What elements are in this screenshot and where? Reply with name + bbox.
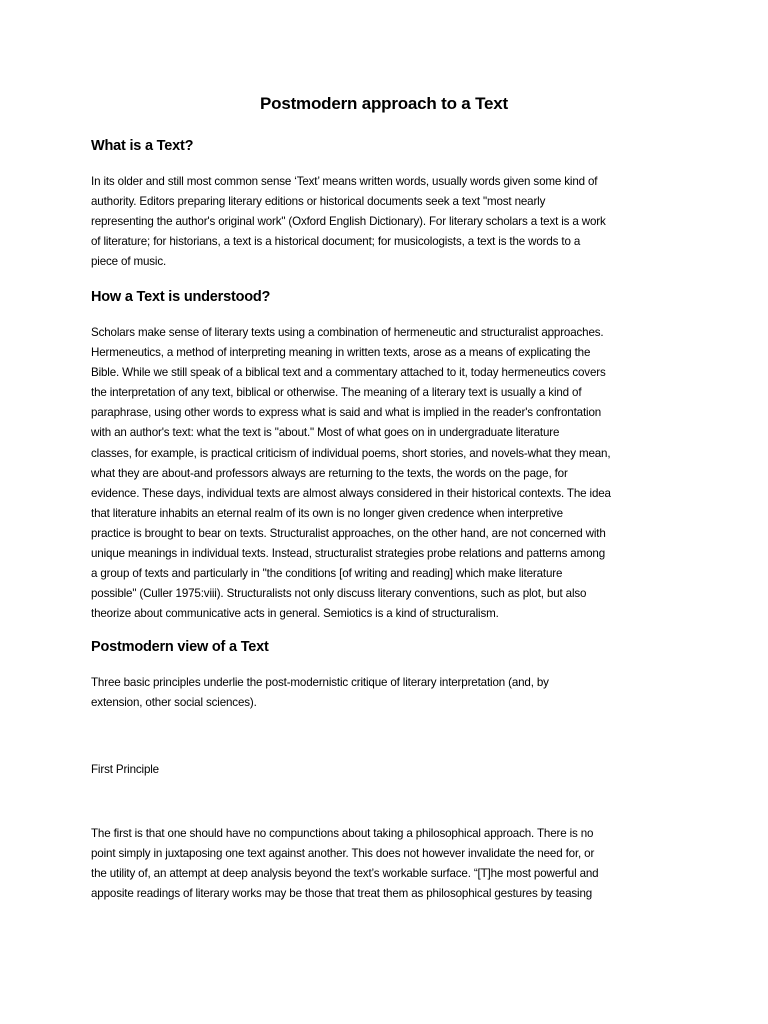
first-principle-paragraph [91, 824, 691, 904]
paragraph-line: representing the author's original work" (Oxford English Dictionary). For literary scholars a text is a work [91, 215, 606, 229]
section-paragraph-postmodern-view [91, 673, 691, 713]
paragraph-line: a group of texts and particularly in "the conditions [of writing and reading] which make literature [91, 567, 563, 581]
paragraph-line: possible" (Culler 1975:viii). Structuralists not only discuss literary conventions, such as plot, but also [91, 587, 587, 601]
paragraph-line: the interpretation of any text, biblical or otherwise. The meaning of a literary text is usually a kind of [91, 386, 582, 400]
first-principle-label: First Principle [91, 763, 159, 776]
paragraph-line: that literature inhabits an eternal realm of its own is no longer given credence when interpretive [91, 506, 563, 520]
paragraph-line: of literature; for historians, a text is a historical document; for musicologists, a text is the words to a [91, 235, 581, 249]
paragraph-line: with an author's text: what the text is "about." Most of what goes on in undergraduate literature [91, 426, 560, 440]
paragraph-line: the utility of, an attempt at deep analysis beyond the text’s workable surface. “[T]he most powerful and [91, 867, 599, 881]
paragraph-line: evidence. These days, individual texts are almost always considered in their historical contexts. The idea [91, 486, 611, 500]
document-title: Postmodern approach to a Text [260, 94, 508, 113]
paragraph-line: apposite readings of literary works may be those that treat them as philosophical gestures by teasing [91, 887, 593, 901]
paragraph-line: Scholars make sense of literary texts using a combination of hermeneutic and structuralist approaches. [91, 326, 604, 339]
paragraph-line: classes, for example, is practical criticism of individual poems, short stories, and novels-what they mean, [91, 446, 611, 460]
paragraph-line: theorize about communicative acts in general. Semiotics is a kind of structuralism. [91, 607, 499, 621]
paragraph-line: point simply in juxtaposing one text against another. This does not however invalidate the need for, or [91, 847, 595, 861]
section-paragraph-what-is-a-text [91, 172, 691, 272]
section-paragraph-how-a-text-is-understood [91, 323, 691, 624]
paragraph-line: Three basic principles underlie the post-modernistic critique of literary interpretation (and, by [91, 676, 549, 689]
paragraph-line: extension, other social sciences). [91, 696, 257, 710]
paragraph-line: authority. Editors preparing literary editions or historical documents seek a text "most nearly [91, 195, 546, 209]
paragraph-line: Hermeneutics, a method of interpreting meaning in written texts, arose as a means of explicating the [91, 346, 591, 360]
paragraph-line: what they are about-and professors always are returning to the texts, the words on the page, for [91, 466, 568, 480]
paragraph-line: piece of music. [91, 255, 167, 269]
section-heading-what-is-a-text: What is a Text? [91, 138, 194, 154]
paragraph-line: The first is that one should have no compunctions about taking a philosophical approach. There is no [91, 827, 594, 840]
paragraph-line: practice is brought to bear on texts. Structuralist approaches, on the other hand, are not concerned with [91, 526, 606, 540]
section-heading-how-a-text-is-understood: How a Text is understood? [91, 289, 271, 305]
paragraph-line: paraphrase, using other words to express what is said and what is implied in the reader's confrontation [91, 406, 602, 420]
section-heading-postmodern-view: Postmodern view of a Text [91, 639, 269, 655]
paragraph-line: In its older and still most common sense ‘Text’ means written words, usually words given some kind of [91, 175, 598, 188]
paragraph-line: unique meanings in individual texts. Instead, structuralist strategies probe relations and patterns among [91, 547, 606, 561]
paragraph-line: Bible. While we still speak of a biblical text and a commentary attached to it, today hermeneutics covers [91, 366, 606, 380]
